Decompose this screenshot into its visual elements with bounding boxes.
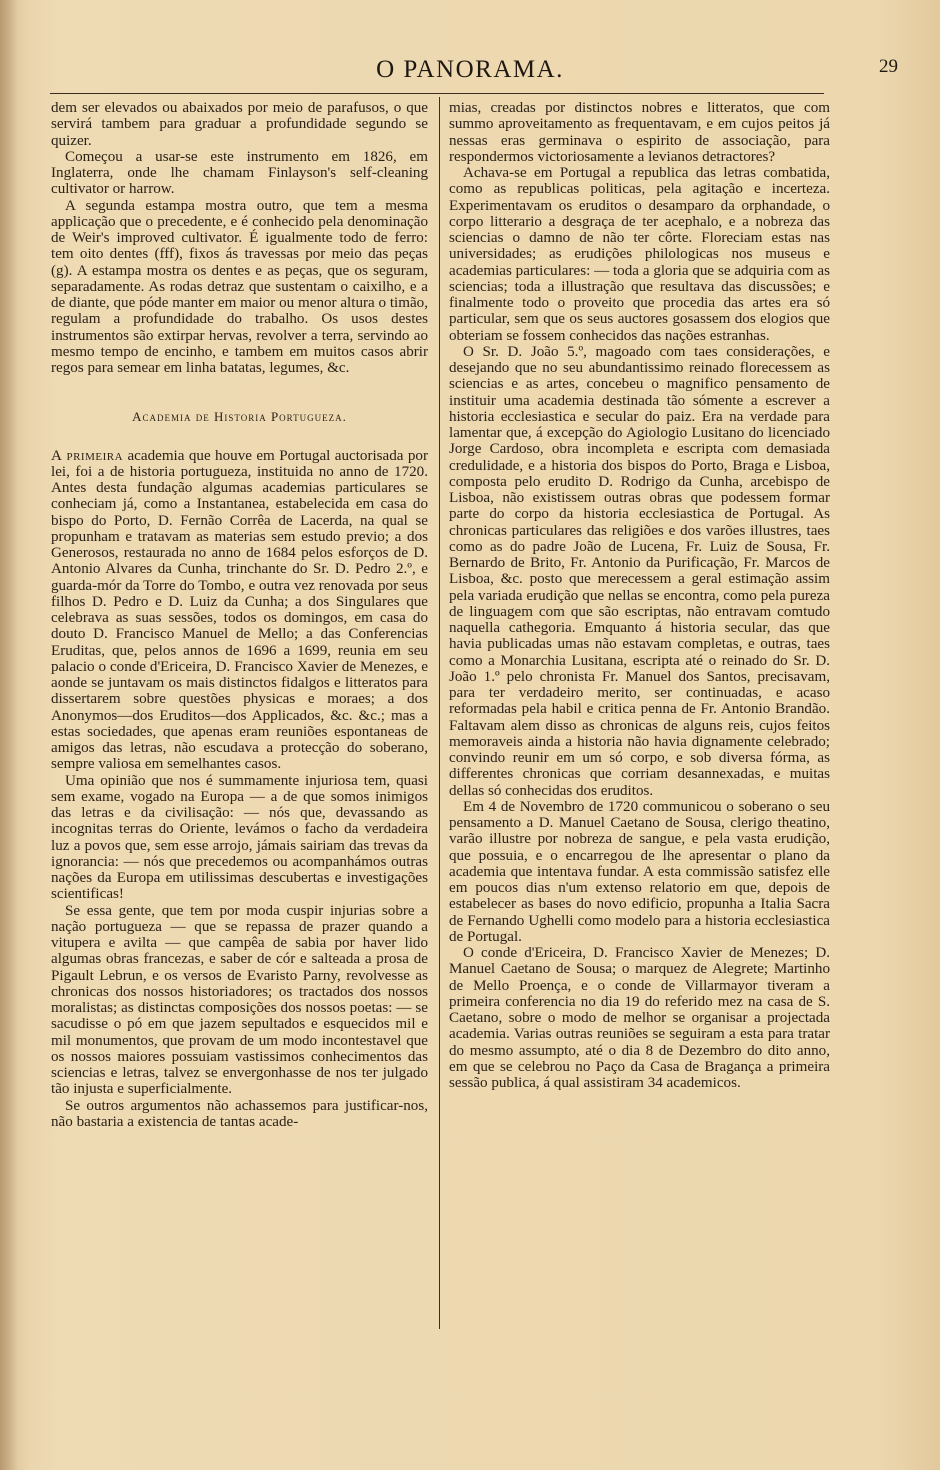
paragraph: Se essa gente, que tem por moda cuspir injurias sobre a nação portugueza — que se repassa de prazer quando a vitupera e avilta — que campêa de sabia por haver lido algumas obras francezas, e saber de cór e salteada a prosa de Pigault Lebrun, e os versos de Evaristo Parny, revolvesse as chronicas dos nossos historiadores; os tractados dos nossos moralistas; as distinctas composições dos nossos poetas: — se sacudisse o pó em que jazem sepultados e esquecidos mil e mil monumentos, que provam de um modo incontestavel que os nossos maiores possuiam vastissimos conhecimentos das sciencias e letras, talvez se envergonhasse de nos ter julgado tão injusta e superficialmente. <box>51 902 428 1098</box>
page-number: 29 <box>879 56 898 77</box>
lead-in-words: A primeira <box>51 447 124 464</box>
column-divider <box>439 97 440 1329</box>
paragraph-body: academia que houve em Portugal auctorisada por lei, foi a de historia portugueza, instituida no anno de 1720. Antes desta fundação algumas academias particulares se conheciam já, como a Instantanea, estabelecida em casa do bispo do Porto, D. Fernão Corrêa de Lacerda, na qual se propunham e tratavam as materias sem estudo previo; a dos Generosos, restaurada no anno de 1684 pelos esforços de D. Antonio Alvares da Cunha, trinchante do Sr. D. Pedro 2.º, e guarda-mór da Torre do Tombo, e outra vez renovada por seus filhos D. Pedro e D. Luiz da Cunha; a dos Singulares que celebrava as suas sessões, todos os domingos, em casa do douto D. Francisco Manuel de Mello; a das Conferencias Eruditas, que, pelos annos de 1696 a 1699, reunia em seu palacio o conde d'Ericeira, D. Francisco Xavier de Menezes, e aonde se juntavam os mais distinctos fidalgos e litteratos para dissertarem sobre questões physicas e moraes; a dos Anonymos—dos Eruditos—dos Applicados, &c. &c.; mas a estas sociedades, que apenas eram reuniões espontaneas de amigos das letras, não escudava a protecção do soberano, sempre valiosa em semelhantes casos. <box>51 447 429 773</box>
running-title: O PANORAMA. <box>376 56 564 83</box>
paragraph: Achava-se em Portugal a republica das letras combatida, como as republicas politicas, pela agitação e incerteza. Experimentavam os eruditos o desamparo da orphandade, o corpo litterario a desgraça de ter acephalo, e a nobreza das sciencias o damno de não ter côrte. Floreciam estas nas universidades; as erudições philologicas nos museus e academias particulares: — toda a gloria que se adquiria com as sciencias; toda a illustração que resultava das discussões; e finalmente todo o proveito que procedia das artes era só particular, sem que os seus auctores gosassem dos elogios que obteriam se fossem conhecidos das nações estranhas. <box>449 165 830 344</box>
header-rule <box>50 93 824 94</box>
left-column <box>51 100 428 1130</box>
section-title: Academia de Historia Portugueza. <box>132 409 347 425</box>
paragraph: A segunda estampa mostra outro, que tem a mesma applicação que o precedente, e é conhecido pela denominação de Weir's improved cultivator. É igualmente todo de ferro: tem oito dentes (fff), fixos ás travessas por meio das peças (g). A estampa mostra os dentes e as peças, que os seguram, separadamente. As rodas detraz que sustentam o caixilho, e a de diante, que póde manter em maior ou menor altura o timão, regulam a profundidade do trabalho. Os usos destes instrumentos são extirpar hervas, revolver a terra, servindo ao mesmo tempo de encinho, e tambem em muitos casos abrir regos para semear em linha batatas, legumes, &c. <box>51 197 428 376</box>
paragraph <box>51 448 428 773</box>
paragraph: Começou a usar-se este instrumento em 1826, em Inglaterra, onde lhe chamam Finlayson's self-cleaning cultivator or harrow. <box>51 148 428 198</box>
paragraph: Uma opinião que nos é summamente injuriosa tem, quasi sem exame, vogado na Europa — a de que somos inimigos das letras e da civilisação: — nós que, devassando as incognitas terras do Oriente, levámos o facho da verdadeira luz a povos que, sem esse arrojo, jámais sairiam das trevas da ignorancia: — nós que precedemos ou acompanhámos outras nações da Europa em utilissimas descubertas e investigações scientificas! <box>51 772 428 903</box>
paragraph: Se outros argumentos não achassemos para justificar-nos, não bastaria a existencia de tantas acade- <box>51 1097 428 1130</box>
paragraph: dem ser elevados ou abaixados por meio de parafusos, o que servirá tambem para graduar a profundidade segundo se quizer. <box>51 100 428 149</box>
paragraph: Em 4 de Novembro de 1720 communicou o soberano o seu pensamento a D. Manuel Caetano de Sousa, clerigo theatino, varão illustre por nobreza de sangue, e pela vasta erudição, que possuia, e o encarregou de lhe apresentar o plano da academia que intentava fundar. A esta commissão satisfez elle em poucos dias n'um extenso relatorio em que, depois de estabelecer as bases do novo edificio, propunha a Italia Sacra de Fernando Ughelli como modelo para a historia ecclesiastica de Portugal. <box>449 798 830 945</box>
binding-shadow <box>0 0 18 1470</box>
right-column <box>449 100 830 1091</box>
paragraph: O conde d'Ericeira, D. Francisco Xavier de Menezes; D. Manuel Caetano de Sousa; o marquez de Alegrete; Martinho de Mello Proença, e o conde de Villarmayor tiveram a primeira conferencia no dia 19 do referido mez na casa de S. Caetano, sobre o modo de melhor se organisar a projectada academia. Varias outras reuniões se seguiram a esta para tratar do mesmo assumpto, até o dia 8 de Dezembro do dito anno, em que se celebrou no Paço da Casa de Bragança a primeira sessão publica, á qual assistiram 34 academicos. <box>449 945 830 1091</box>
paragraph: mias, creadas por distinctos nobres e litteratos, que com summo aproveitamento as frequentavam, e em cujos peitos já nessas eras germinava o espirito de associação, para respondermos victoriosamente a levianos detractores? <box>449 100 830 165</box>
page-header <box>40 52 900 92</box>
paragraph: O Sr. D. João 5.º, magoado com taes considerações, e desejando que no seu abundantissimo reinado florecessem as sciencias e as artes, concebeu o magnifico pensamento de instituir uma academia destinada tão sómente a escrever a historia ecclesiastica e secular do paiz. Era na verdade para lamentar que, á excepção do Agiologio Lusitano do licenciado Jorge Cardoso, obra incompleta e escripta com demasiada credulidade, e a historia dos bispos do Porto, Braga e Lisboa, composta pelo erudito D. Rodrigo da Cunha, arcebispo de Lisboa, não existissem outras obras que podessem formar parte do corpo da historia ecclesiastica de Portugal. As chronicas particulares das religiões e dos varões illustres, taes como as do padre João de Lucena, Fr. Luiz de Sousa, Fr. Bernardo de Brito, Fr. Antonio da Purificação, Fr. Marcos de Lisboa, &c. posto que merecessem a geral estimação assim pela variada erudição que nellas se encontra, como pela pureza de linguagem com que são escriptas, não entravam comtudo naquella cathegoria. Emquanto á historia secular, das que havia publicadas umas não estavam completas, e outras, taes como a Monarchia Lusitana, escripta até o reinado do Sr. D. João 1.º pelo chronista Fr. Manuel dos Santos, precisavam, para ter verdadeiro merito, ser continuadas, e acaso reformadas pela habil e critica penna de Fr. Antonio Brandão. Faltavam alem disso as chronicas de alguns reis, cujos feitos memoraveis ainda a historia não havia dignamente celebrado; convindo reunir em um só corpo, e sob diversa fórma, as differentes chronicas que corriam desannexadas, e muitas dellas só conhecidas dos eruditos. <box>449 343 830 799</box>
